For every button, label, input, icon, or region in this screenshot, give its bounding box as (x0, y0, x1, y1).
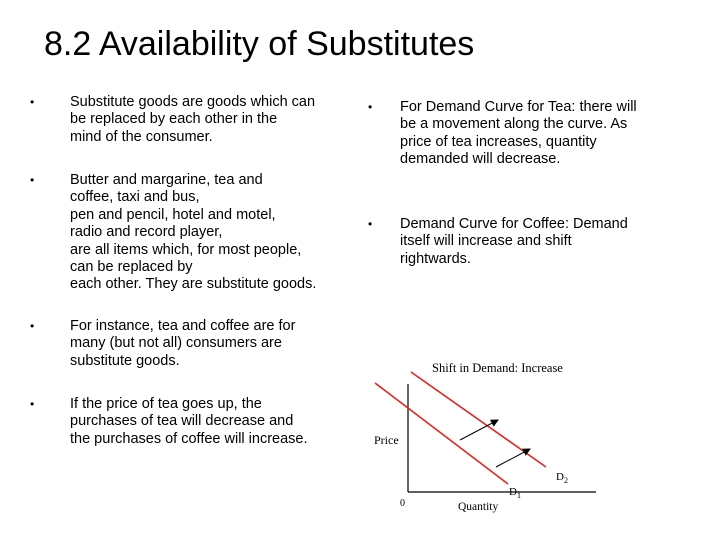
bullet-icon: • (368, 217, 373, 231)
slide-title: 8.2 Availability of Substitutes (44, 25, 475, 63)
curve-d2-label: $D_2$ (556, 471, 568, 485)
bullet-text: Butter and margarine, tea and coffee, taxi and bus, pen and pencil, hotel and motel, radio and record player, are all items which, for most people, can be replaced by each other. They are substitute goods. (70, 172, 317, 293)
origin-label: 0 (400, 498, 405, 509)
bullet-icon: • (368, 100, 373, 114)
bullet-icon: • (30, 95, 35, 109)
shift-arrow-lower (496, 449, 530, 467)
bullet-icon: • (30, 397, 35, 411)
bullet-text: For Demand Curve for Tea: there will be a movement along the curve. As price of tea increases, quantity demanded will decrease. (400, 99, 637, 168)
bullet-text: For instance, tea and coffee are for many (but not all) consumers are substitute goods. (70, 318, 296, 369)
curve-d1-label: $D_1$ (509, 486, 521, 500)
bullet-text: If the price of tea goes up, the purchases of tea will decrease and the purchases of coffee will increase. (70, 396, 308, 447)
bullet-text: Substitute goods are goods which can be replaced by each other in the mind of the consumer. (70, 94, 316, 145)
diagram-title: Shift in Demand: Increase (432, 361, 563, 375)
demand-shift-svg (360, 352, 620, 522)
demand-shift-diagram (360, 352, 620, 522)
bullet-icon: • (30, 319, 35, 333)
y-axis-label: Price (374, 433, 399, 447)
x-axis-label: Quantity (458, 501, 499, 513)
demand-curve-d2 (411, 372, 546, 467)
bullet-icon: • (30, 173, 35, 187)
bullet-text: Demand Curve for Coffee: Demand itself will increase and shift rightwards. (400, 216, 628, 267)
